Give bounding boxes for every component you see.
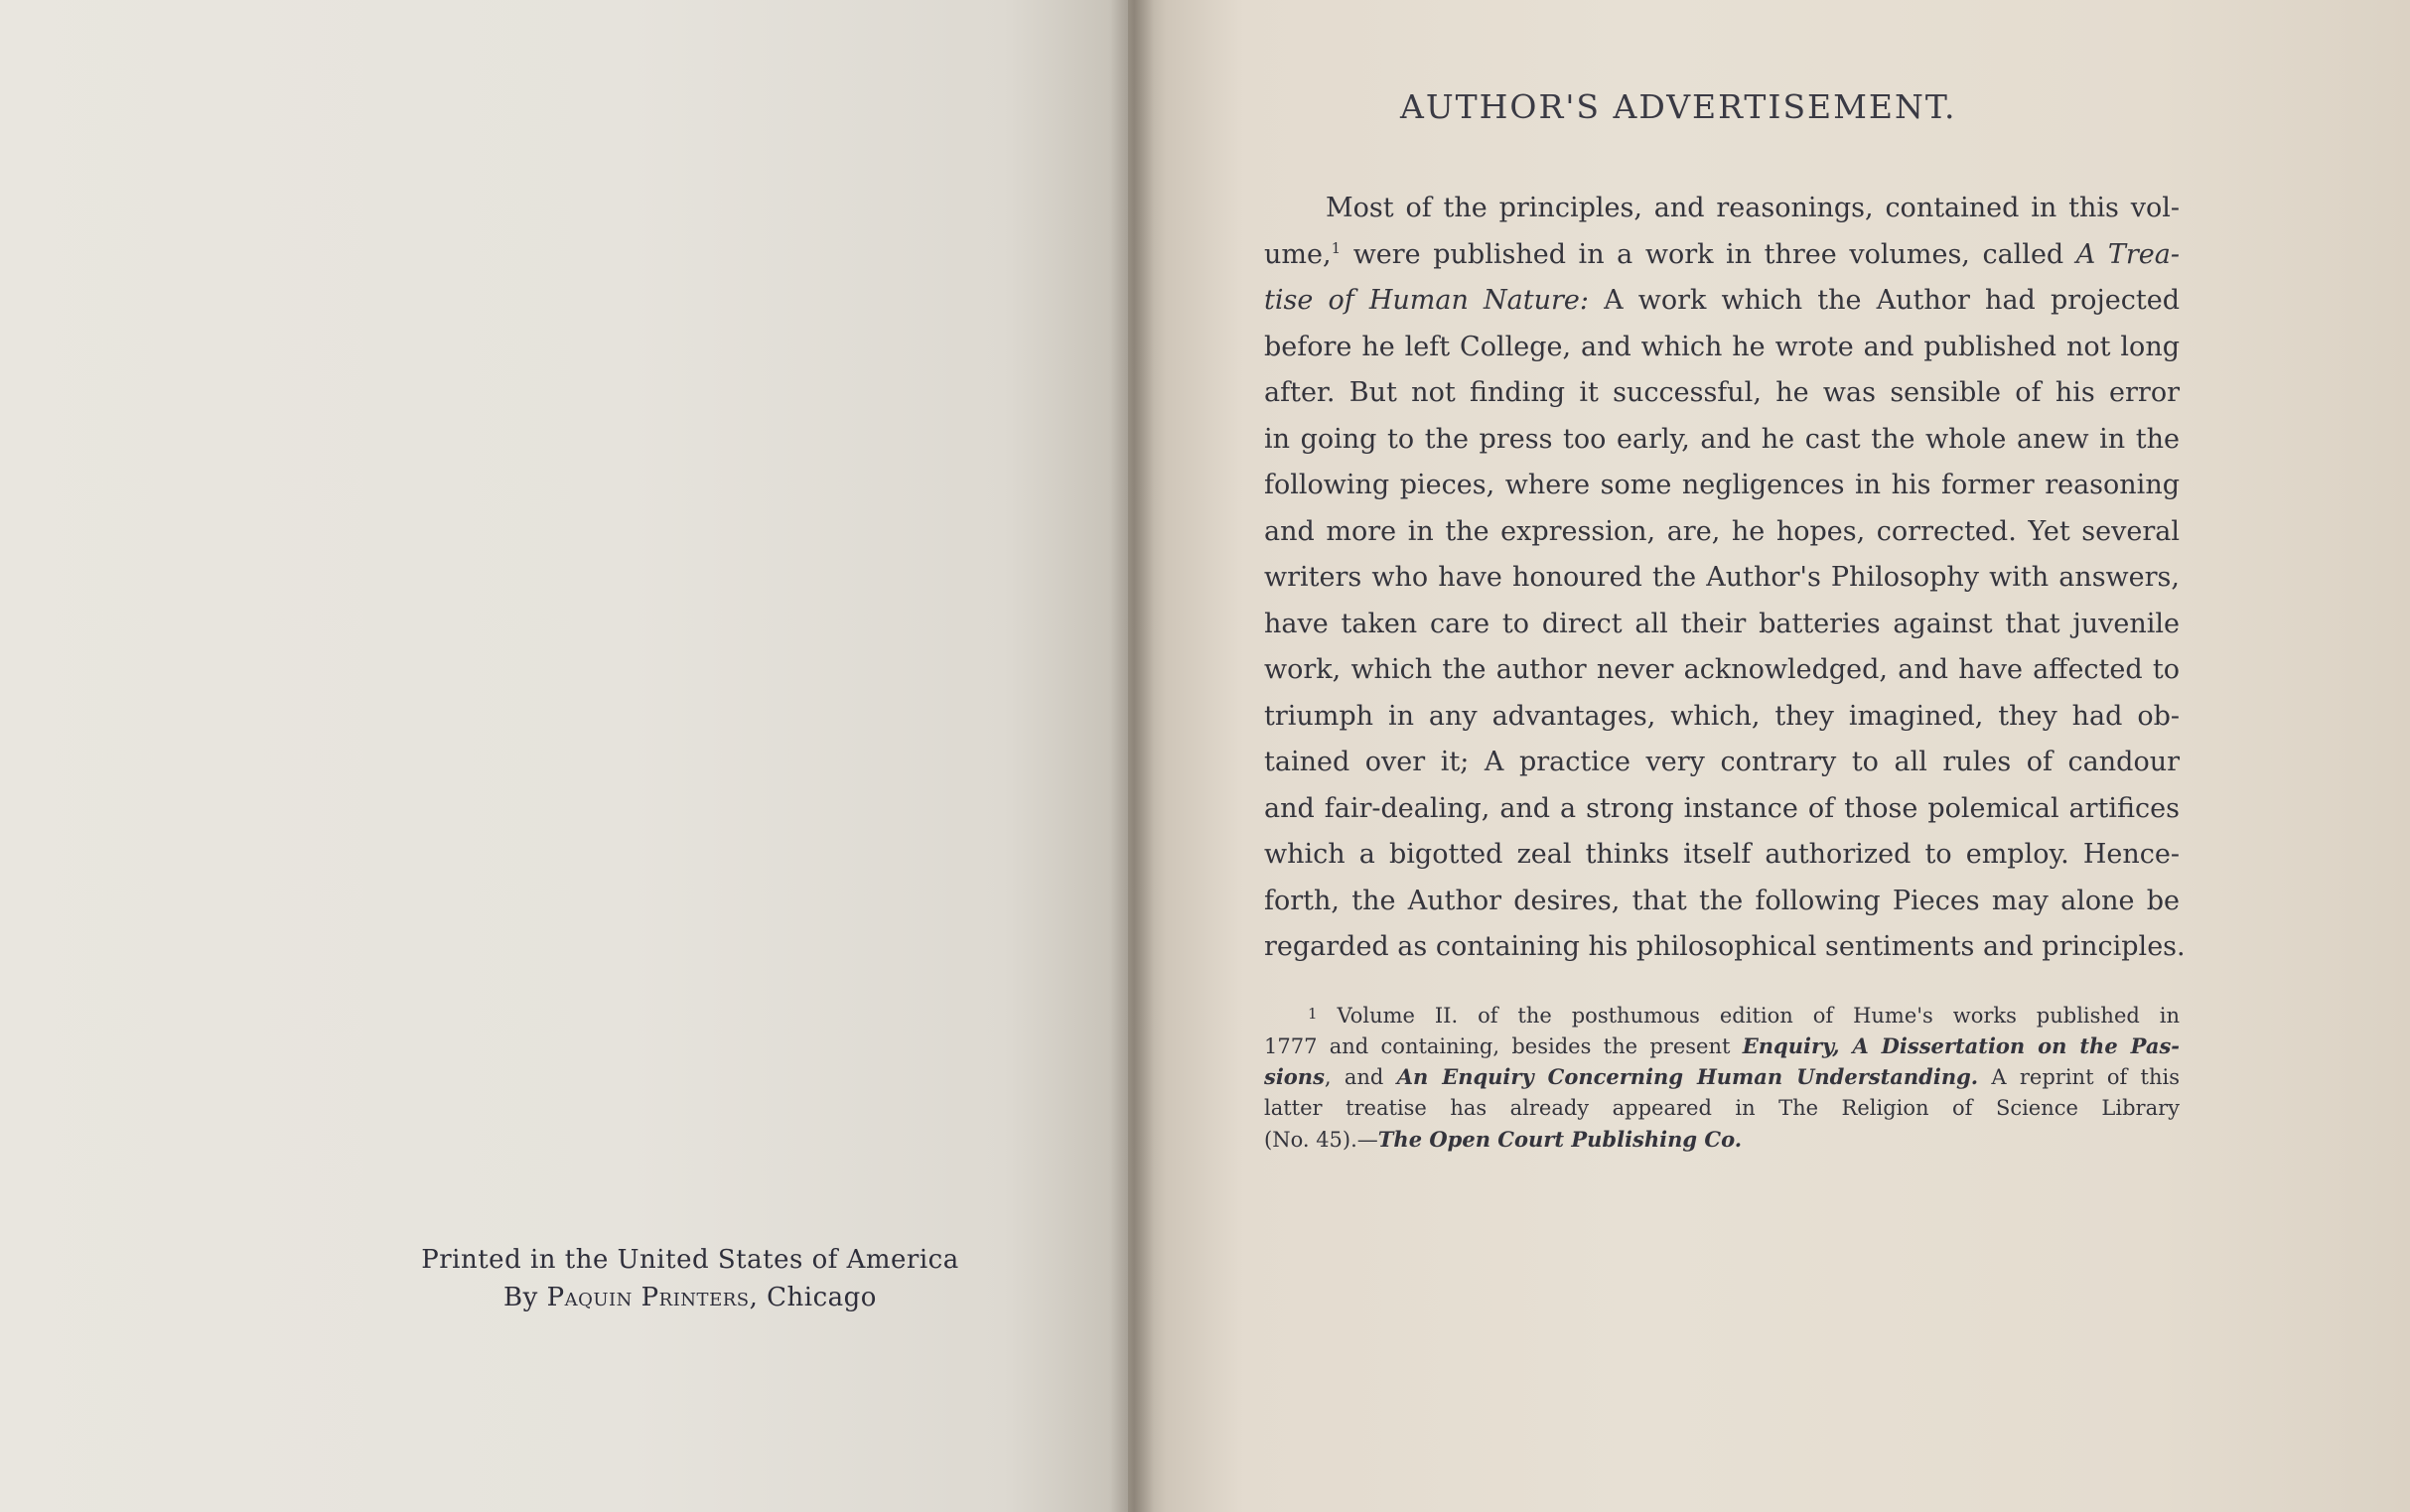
imprint-line-1: Printed in the United States of America	[421, 1245, 959, 1275]
text-line: before he left College, and which he wrote and published not long	[1264, 331, 2180, 362]
footnote-line: latter treatise has already appeared in The Religion of Science Library	[1264, 1095, 2180, 1120]
text-line: Most of the principles, and reasonings, contained in this vol-	[1326, 193, 2180, 223]
text-line: ume,$^1$ were published in a work in three volumes, called A Trea-	[1264, 238, 2180, 270]
text-line: work, which the author never acknowledged, and have affected to	[1264, 654, 2180, 685]
text-line: triumph in any advantages, which, they imagined, they had ob-	[1264, 700, 2180, 732]
left-page	[0, 0, 1142, 1512]
text-line: and fair-dealing, and a strong instance of those polemical artifices	[1264, 792, 2180, 824]
book-gutter	[1110, 0, 1154, 1512]
footnote-line: sions, and An Enquiry Concerning Human Understanding. A reprint of this	[1264, 1064, 2181, 1089]
printer-name: Paquin Printers	[546, 1283, 750, 1312]
text-line: following pieces, where some negligences in his former reasoning	[1264, 470, 2180, 500]
text-line: after. But not finding it successful, he was sensible of his error	[1264, 377, 2180, 408]
text-line: writers who have honoured the Author's Philosophy with answers,	[1264, 562, 2180, 593]
footnote	[1264, 999, 2180, 1156]
page-title: AUTHOR'S ADVERTISEMENT.	[1400, 87, 1957, 126]
printer-imprint	[417, 1241, 963, 1316]
text-line: tained over it; A practice very contrary to all rules of candour	[1264, 747, 2180, 777]
text-line: which a bigotted zeal thinks itself authorized to employ. Hence-	[1264, 839, 2180, 870]
footnote-mark: 1	[1308, 1005, 1318, 1023]
text-line: tise of Human Nature: A work which the Author had projected	[1264, 285, 2180, 316]
text-line: regarded as containing his philosophical sentiments and principles.	[1264, 931, 2186, 962]
text-line: forth, the Author desires, that the following Pieces may alone be	[1264, 885, 2180, 916]
footnote-line: 1777 and containing, besides the present Enquiry, A Dissertation on the Pas-	[1264, 1032, 2180, 1058]
advertisement-paragraph	[1264, 186, 2186, 971]
footnote-reference: 1	[1331, 238, 1342, 257]
footnote-line: 1 Volume II. of the posthumous edition of Hume's works published in	[1308, 1004, 2180, 1028]
text-line: and more in the expression, are, he hopes, corrected. Yet several	[1264, 515, 2180, 547]
imprint-line-2: By Paquin Printers, Chicago	[503, 1283, 877, 1312]
text-line: have taken care to direct all their batteries against that juvenile	[1264, 608, 2180, 639]
text-line: in going to the press too early, and he cast the whole anew in the	[1264, 423, 2180, 455]
footnote-line: (No. 45).—The Open Court Publishing Co.	[1264, 1127, 1743, 1152]
